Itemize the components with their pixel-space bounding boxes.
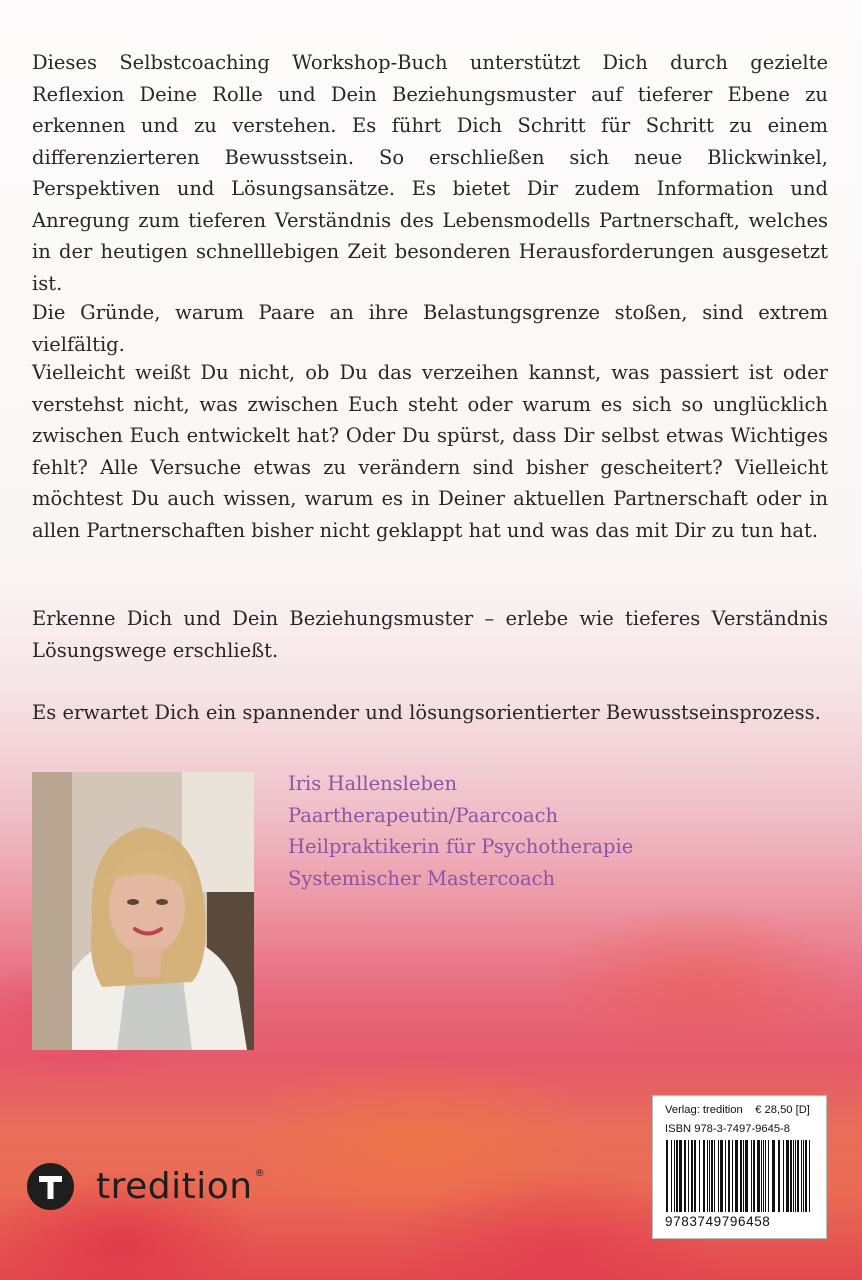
barcode-bar (740, 1140, 742, 1212)
registered-mark: ® (254, 1167, 266, 1179)
barcode-bar (709, 1140, 710, 1212)
publisher-line: Verlag: tredition (665, 1104, 743, 1116)
author-title: Paartherapeutin/Paarcoach (288, 803, 559, 827)
barcode-bar (674, 1140, 675, 1212)
reasons-paragraph: Die Gründe, warum Paare an ihre Belastungsgrenze stoßen, sind extrem vielfältig. (32, 301, 828, 356)
barcode-bar (745, 1140, 748, 1212)
author-name: Iris Hallensleben (288, 772, 458, 795)
barcode-bar (783, 1140, 784, 1212)
barcode-bar (720, 1140, 723, 1212)
barcode-bar (671, 1140, 672, 1212)
barcode-bar (751, 1140, 752, 1212)
isbn-label: ISBN 978-3-7497-9645-8 (665, 1123, 791, 1135)
barcode-bar (699, 1140, 700, 1212)
barcode-bar (761, 1140, 762, 1212)
barcode-bar (694, 1140, 696, 1212)
isbn-barcode-box (652, 1095, 827, 1239)
barcode-bar (714, 1140, 715, 1212)
barcode-bar (718, 1140, 719, 1212)
barcode-bar (679, 1140, 682, 1212)
barcode-bar (801, 1140, 802, 1212)
questions-paragraph: Vielleicht weißt Du nicht, ob Du das verzeihen kannst, was passiert ist oder verstehst nicht, was zwischen Euch steht oder warum es sich so unglücklich zwischen Euch entwickelt hat? Oder Du spürst, dass Dir selbst etwas Wichtiges fehlt? Alle Versuche etwas zu verändern sind bisher gescheitert? Vielleicht möchtest Du auch wissen, warum es in Deiner aktuellen Partnerschaft oder in allen Partnerschaften bisher nicht geklappt hat und was das mit Dir zu tun hat. (32, 361, 828, 542)
publisher-name (96, 1165, 266, 1207)
barcode-bar (711, 1140, 713, 1212)
barcode-bar (684, 1140, 686, 1212)
barcode-bar (768, 1140, 769, 1212)
author-title: Systemischer Mastercoach (288, 866, 556, 890)
barcode-bar (805, 1140, 807, 1212)
barcode-bar (753, 1140, 755, 1212)
barcode-digits: 9783749796458 (665, 1214, 771, 1229)
barcode-bar (707, 1140, 708, 1212)
intro-paragraph: Dieses Selbstcoaching Workshop-Buch unterstützt Dich durch gezielte Reflexion Deine Rolle und Dein Beziehungsmuster auf tieferer Ebene zu erkennen und zu verstehen. Es führt Dich Schritt für Schritt zu einem differenzierteren Bewusstsein. So erschließen sich neue Blickwinkel, Perspektiven und Lösungsansätze. Es bietet Dir zudem Information und Anregung zum tieferen Verständnis des Lebensmodells Partnerschaft, welches in der heutigen schnelllebigen Zeit besonderen Herausforderungen ausgesetzt ist. (32, 51, 828, 295)
barcode-bar (725, 1140, 726, 1212)
barcode-bar (728, 1140, 730, 1212)
closing-paragraph: Es erwartet Dich ein spannender und lösungsorientierter Bewusstseinsprozess. (32, 701, 821, 724)
barcode-bar (763, 1140, 764, 1212)
barcode-bar (691, 1140, 693, 1212)
barcode-bar (732, 1140, 733, 1212)
barcode-bar (688, 1140, 689, 1212)
barcode-bar (809, 1140, 810, 1212)
author-photo (32, 772, 254, 1050)
tredition-t-logo-icon (27, 1163, 74, 1210)
barcode-bar (703, 1140, 705, 1212)
barcode-bar (735, 1140, 738, 1212)
author-title: Heilpraktikerin für Psychotherapie (288, 835, 634, 859)
barcode-bar (778, 1140, 780, 1212)
publisher-brand (27, 1163, 265, 1210)
barcode-bar (772, 1140, 775, 1212)
barcode-bar (765, 1140, 766, 1212)
barcode-bar (797, 1140, 799, 1212)
barcode-bar (757, 1140, 760, 1212)
barcode-bar (743, 1140, 744, 1212)
barcode-bar (793, 1140, 794, 1212)
barcode-bar (786, 1140, 789, 1212)
barcode-bar (666, 1140, 668, 1212)
price-label: € 28,50 [D] (755, 1104, 810, 1116)
barcode (665, 1140, 815, 1212)
barcode-bar (803, 1140, 804, 1212)
author-info (288, 768, 633, 894)
barcode-bar (676, 1140, 678, 1212)
publisher-price-line (665, 1104, 810, 1116)
call-to-action-paragraph: Erkenne Dich und Dein Beziehungsmuster – erlebe wie tieferes Verständnis Lösungswege erschließt. (32, 607, 828, 662)
publisher-name-text: tredition (96, 1165, 253, 1207)
barcode-bar (795, 1140, 796, 1212)
barcode-bar (790, 1140, 792, 1212)
